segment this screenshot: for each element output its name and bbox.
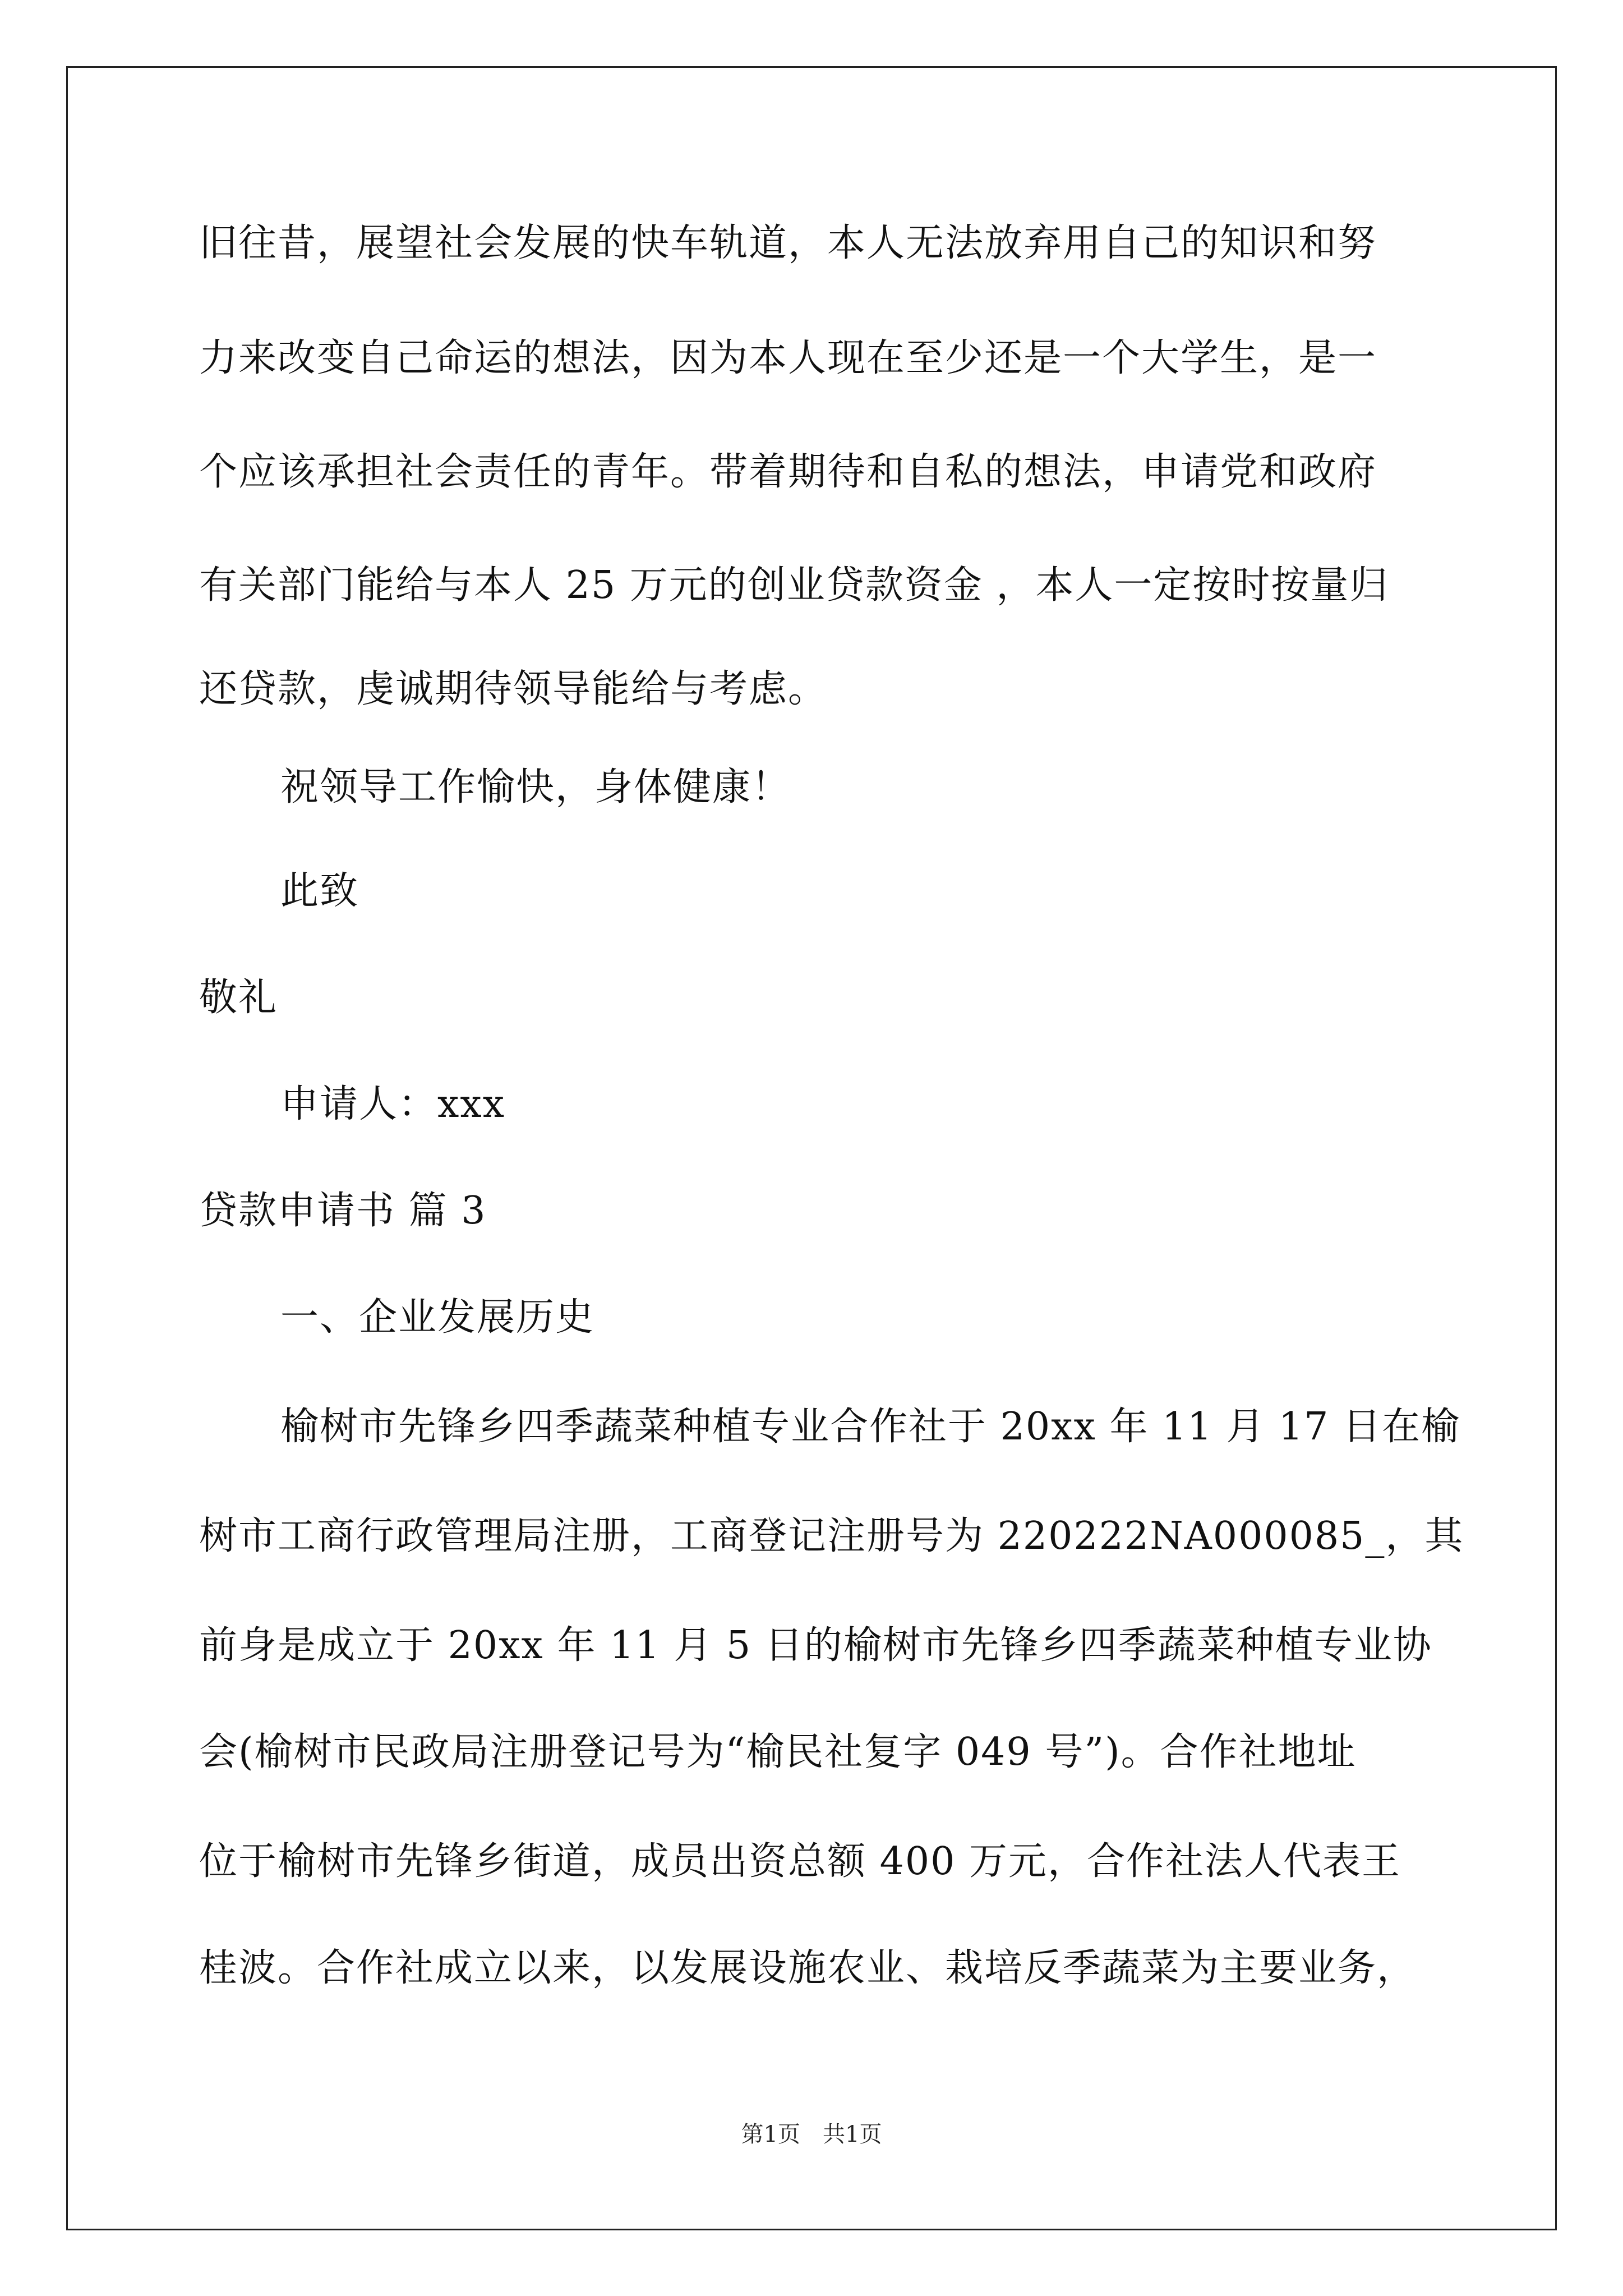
text-line: 树市工商行政管理局注册，工商登记注册号为 220222NA000085_，其 — [199, 1514, 1464, 1558]
closing-line: 此致 — [280, 869, 359, 913]
salutation-line: 敬礼 — [199, 976, 278, 1020]
applicant-line: 申请人：xxx — [280, 1082, 506, 1126]
text-line: 榆树市先锋乡四季蔬菜种植专业合作社于 20xx 年 11 月 17 日在榆 — [280, 1405, 1460, 1449]
section-heading: 贷款申请书 篇 3 — [199, 1189, 487, 1233]
text-line: 个应该承担社会责任的青年。带着期待和自私的想法，申请党和政府 — [199, 450, 1377, 494]
subsection-heading: 一、企业发展历史 — [280, 1295, 595, 1340]
page-border — [66, 66, 1557, 2230]
text-line: 力来改变自己命运的想法，因为本人现在至少还是一个大学生，是一 — [199, 336, 1377, 380]
text-line: 会(榆树市民政局注册登记号为“榆民社复字 049 号”)。合作社地址 — [199, 1730, 1357, 1774]
greeting-line: 祝领导工作愉快，身体健康！ — [280, 765, 791, 809]
text-line: 前身是成立于 20xx 年 11 月 5 日的榆树市先锋乡四季蔬菜种植专业协 — [199, 1623, 1432, 1668]
text-line: 桂波。合作社成立以来，以发展设施农业、栽培反季蔬菜为主要业务， — [199, 1946, 1417, 1990]
text-line: 位于榆树市先锋乡街道，成员出资总额 400 万元，合作社法人代表王 — [199, 1839, 1401, 1884]
text-line: 还贷款，虔诚期待领导能给与考虑。 — [199, 667, 828, 711]
page-footer: 第1页 共1页 — [741, 2122, 882, 2147]
text-line: 有关部门能给与本人 25 万元的创业贷款资金 ，本人一定按时按量归 — [199, 563, 1389, 608]
text-line: 旧往昔，展望社会发展的快车轨道，本人无法放弃用自己的知识和努 — [199, 221, 1377, 265]
